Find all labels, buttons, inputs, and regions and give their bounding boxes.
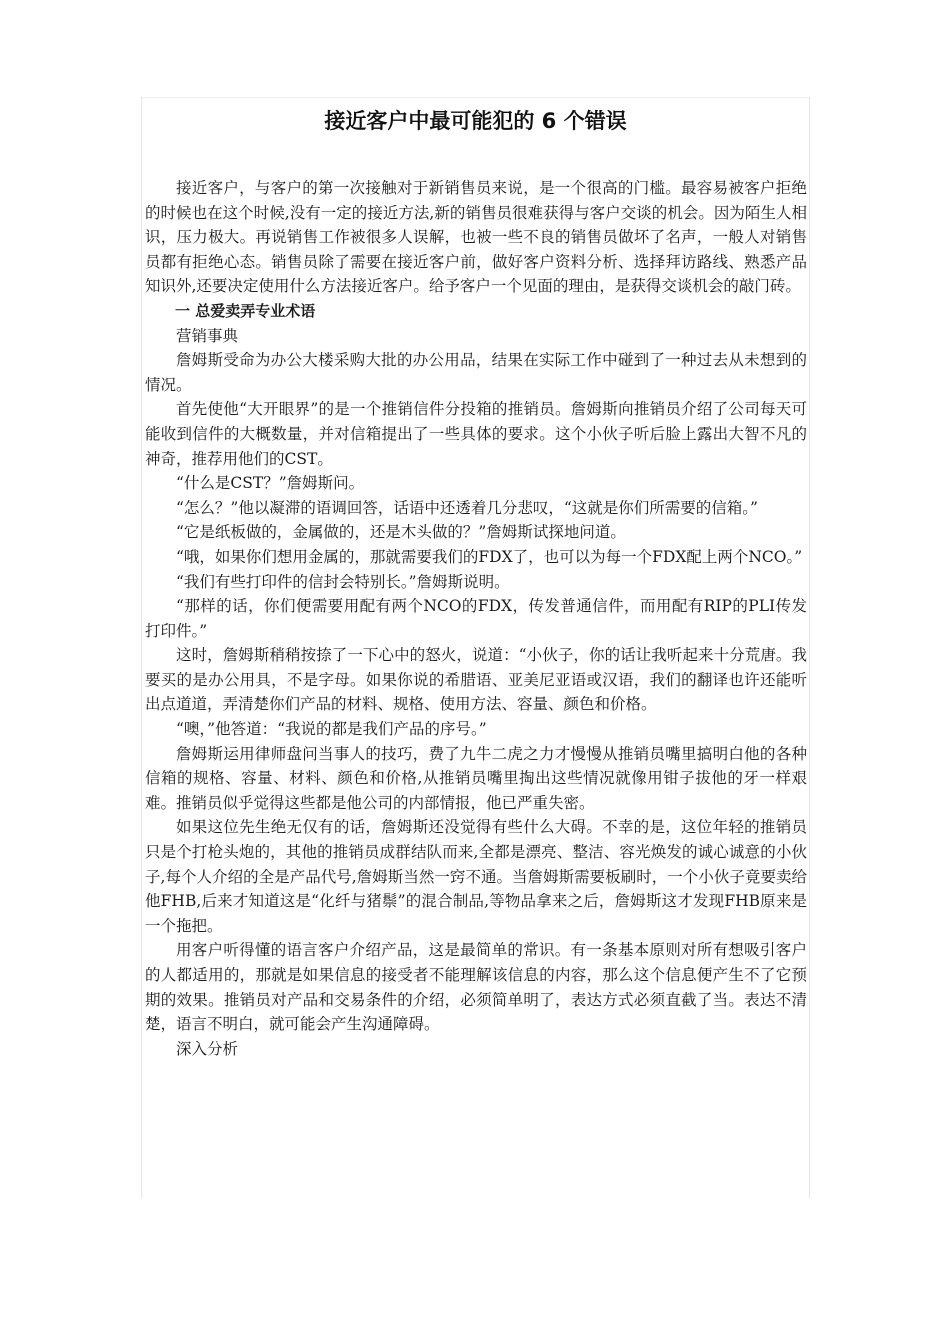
intro-paragraph: 接近客户，与客户的第一次接触对于新销售员来说，是一个很高的门槛。最容易被客户拒绝的时候也在这个时候,没有一定的接近方法,新的销售员很难获得与客户交谈的机会。因为陌生人相识，压力极大。再说销售工作被很多人误解，也被一些不良的销售员做坏了名声，一般人对销售员都有拒绝心态。销售员除了需要在接近客户前，做好客户资料分析、选择拜访路线、熟悉产品知识外,还要决定使用什么方法接近客户。给予客户一个见面的理由，是获得交谈机会的敲门砖。 (145, 179, 807, 296)
body-paragraph: 首先使他“大开眼界”的是一个推销信件分投箱的推销员。詹姆斯向推销员介绍了公司每天可能收到信件的大概数量，并对信箱提出了一些具体的要求。这个小伙子听后脸上露出大智不凡的神奇，推荐用他们的CST。 (145, 400, 807, 468)
section-heading: 一 总爱卖弄专业术语 (175, 301, 316, 320)
body-paragraph: 如果这位先生绝无仅有的话，詹姆斯还没觉得有些什么大碍。不幸的是，这位年轻的推销员只是个打枪头炮的，其他的推销员成群结队而来,全都是漂亮、整洁、容光焕发的诚心诚意的小伙子,每个人介绍的全是产品代号,詹姆斯当然一窍不通。当詹姆斯需要板刷时，一个小伙子竟要卖给他FHB,后来才知道这是“化纤与猪鬃”的混合制品,等物品拿来之后，詹姆斯这才发现FHB原来是一个拖把。 (145, 818, 807, 935)
dialogue-line: “它是纸板做的，金属做的，还是木头做的？”詹姆斯试探地问道。 (176, 523, 626, 542)
dialogue-line: “噢，”他答道：“我说的都是我们产品的序号。” (176, 720, 487, 739)
body-paragraph: 詹姆斯运用律师盘问当事人的技巧，费了九牛二虎之力才慢慢从推销员嘴里搞明白他的各种信箱的规格、容量、材料、颜色和价格,从推销员嘴里掏出这些情况就像用钳子拔他的牙一样艰难。推销员似乎觉得这些都是他公司的内部情报，他已严重失密。 (145, 744, 807, 812)
dialogue-line: “什么是CST？”詹姆斯问。 (176, 474, 365, 493)
document-body (145, 176, 807, 1061)
dialogue-line: “我们有些打印件的信封会特别长。”詹姆斯说明。 (176, 572, 510, 591)
subsection-label: 深入分析 (176, 1039, 239, 1058)
body-paragraph: 用客户听得懂的语言客户介绍产品，这是最简单的常识。有一条基本原则对所有想吸引客户的人都适用的，那就是如果信息的接受者不能理解该信息的内容，那么这个信息便产生不了它预期的效果。推销员对产品和交易条件的介绍，必须简单明了，表达方式必须直截了当。表达不清楚，语言不明白，就可能会产生沟通障碍。 (145, 941, 807, 1034)
dialogue-line: “哦，如果你们想用金属的，那就需要我们的FDX了，也可以为每一个FDX配上两个NCO。” (176, 547, 803, 566)
body-paragraph: 詹姆斯受命为办公大楼采购大批的办公用品，结果在实际工作中碰到了一种过去从未想到的情况。 (145, 351, 807, 394)
subsection-label: 营销事典 (176, 326, 239, 345)
dialogue-line: “那样的话，你们便需要用配有两个NCO的FDX，传发普通信件，而用配有RIP的PLI传发打印件。” (145, 597, 807, 640)
body-paragraph: 这时，詹姆斯稍稍按捺了一下心中的怒火，说道：“小伙子，你的话让我听起来十分荒唐。我要买的是办公用具，不是字母。如果你说的希腊语、亚美尼亚语或汉语，我们的翻译也许还能听出点道道，弄清楚你们产品的材料、规格、使用方法、容量、颜色和价格。 (145, 646, 807, 714)
dialogue-line: “怎么？”他以凝滞的语调回答，话语中还透着几分悲叹，“这就是你们所需要的信箱。” (176, 498, 758, 517)
document-title: 接近客户中最可能犯的 6 个错误 (324, 109, 627, 133)
